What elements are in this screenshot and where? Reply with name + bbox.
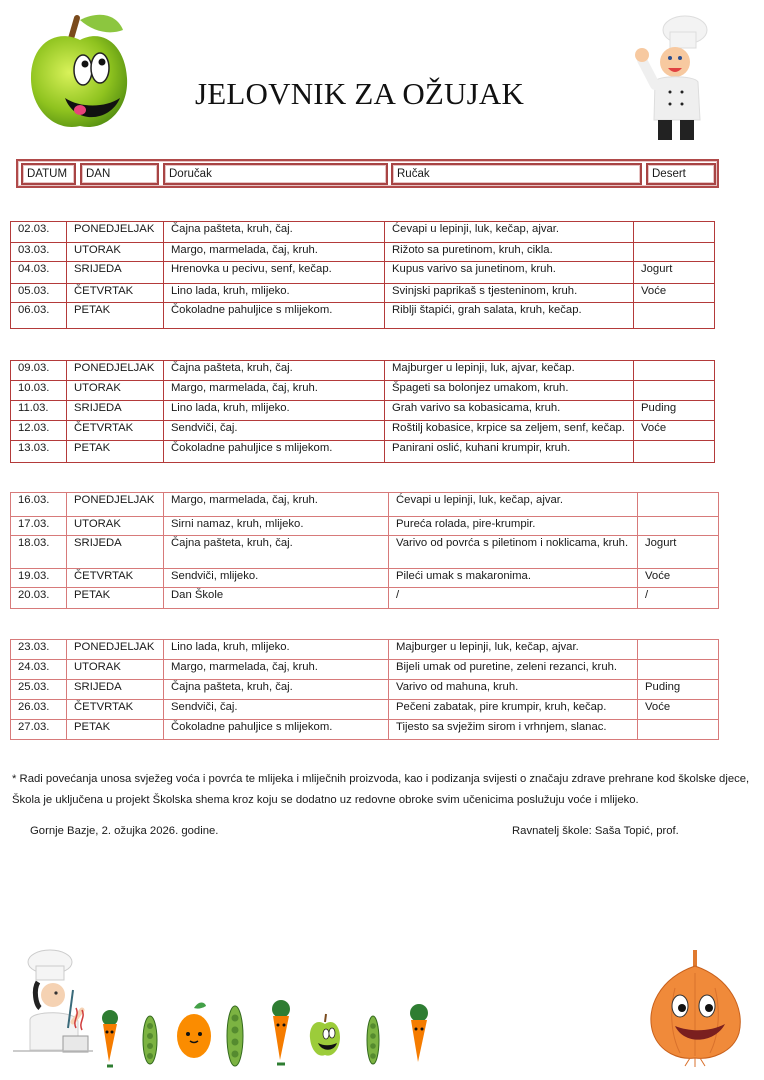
dessert-cell	[634, 243, 715, 262]
date-cell: 09.03.	[11, 361, 67, 381]
day-cell: SRIJEDA	[67, 536, 164, 569]
week-4-table	[10, 639, 719, 740]
date-cell: 12.03.	[11, 421, 67, 441]
header-dessert: Desert	[646, 163, 716, 185]
onion-mascot-icon	[645, 948, 745, 1068]
lunch-cell: Svinjski paprikaš s tjesteninom, kruh.	[385, 284, 634, 303]
table-row	[11, 680, 719, 700]
pea-pod-icon	[138, 1012, 162, 1070]
day-cell: ČETVRTAK	[67, 284, 164, 303]
breakfast-cell: Margo, marmelada, čaj, kruh.	[164, 381, 385, 401]
day-cell: PONEDJELJAK	[67, 361, 164, 381]
day-cell: PONEDJELJAK	[67, 222, 164, 243]
dessert-cell: Puding	[638, 680, 719, 700]
breakfast-cell: Lino lada, kruh, mlijeko.	[164, 640, 389, 660]
table-row	[11, 493, 719, 517]
day-cell: UTORAK	[67, 381, 164, 401]
date-cell: 25.03.	[11, 680, 67, 700]
breakfast-cell: Čokoladne pahuljice s mlijekom.	[164, 720, 389, 740]
dessert-cell: Voće	[634, 421, 715, 441]
day-cell: ČETVRTAK	[67, 700, 164, 720]
breakfast-cell: Sendviči, čaj.	[164, 700, 389, 720]
dessert-cell	[638, 493, 719, 517]
table-row	[11, 700, 719, 720]
dessert-cell: /	[638, 588, 719, 609]
table-row	[11, 441, 715, 463]
table-row	[11, 381, 715, 401]
table-row	[11, 536, 719, 569]
table-row	[11, 569, 719, 588]
breakfast-cell: Lino lada, kruh, mlijeko.	[164, 401, 385, 421]
date-cell: 20.03.	[11, 588, 67, 609]
day-cell: PETAK	[67, 588, 164, 609]
dessert-cell: Jogurt	[634, 262, 715, 284]
day-cell: PETAK	[67, 441, 164, 463]
breakfast-cell: Dan Škole	[164, 588, 389, 609]
principal-signature: Ravnatelj škole: Saša Topić, prof.	[512, 825, 679, 837]
lunch-cell: Špageti sa bolonjez umakom, kruh.	[385, 381, 634, 401]
breakfast-cell: Sendviči, čaj.	[164, 421, 385, 441]
dessert-cell: Voće	[634, 284, 715, 303]
lunch-cell: Bijeli umak od puretine, zeleni rezanci, kruh.	[389, 660, 638, 680]
day-cell: SRIJEDA	[67, 262, 164, 284]
dessert-cell: Jogurt	[638, 536, 719, 569]
lunch-cell: Rižoto sa puretinom, kruh, cikla.	[385, 243, 634, 262]
breakfast-cell: Čokoladne pahuljice s mlijekom.	[164, 441, 385, 463]
breakfast-cell: Hrenovka u pecivu, senf, kečap.	[164, 262, 385, 284]
date-cell: 03.03.	[11, 243, 67, 262]
lunch-cell: Roštilj kobasice, krpice sa zeljem, senf, kečap.	[385, 421, 634, 441]
lunch-cell: Tijesto sa svježim sirom i vrhnjem, slanac.	[389, 720, 638, 740]
date-cell: 06.03.	[11, 303, 67, 329]
day-cell: PONEDJELJAK	[67, 493, 164, 517]
lunch-cell: Pileći umak s makaronima.	[389, 569, 638, 588]
pea-pod-icon	[222, 1002, 248, 1074]
school-scheme-note: * Radi povećanja unosa svježeg voća i povrća te mlijeka i mliječnih proizvoda, kao i podizanja svijesti o značaju zdrave prehrane kod školske djece, Škola je uključena u projekt Školska shema kroz koju se dodatno uz redovne obroke svim učenicima poslužuju voće i mlijeko.	[12, 773, 750, 806]
lunch-cell: Riblji štapići, grah salata, kruh, kečap.	[385, 303, 634, 329]
table-row	[11, 517, 719, 536]
dessert-cell	[634, 303, 715, 329]
day-cell: UTORAK	[67, 243, 164, 262]
carrot-icon	[265, 1000, 297, 1068]
pea-pod-icon	[362, 1012, 384, 1070]
date-cell: 16.03.	[11, 493, 67, 517]
table-row	[11, 361, 715, 381]
table-row	[11, 303, 715, 329]
day-cell: PETAK	[67, 303, 164, 329]
place-and-date: Gornje Bazje, 2. ožujka 2026. godine.	[30, 825, 219, 837]
date-cell: 26.03.	[11, 700, 67, 720]
date-cell: 10.03.	[11, 381, 67, 401]
breakfast-cell: Čajna pašteta, kruh, čaj.	[164, 361, 385, 381]
dessert-cell	[638, 517, 719, 536]
date-cell: 18.03.	[11, 536, 67, 569]
breakfast-cell: Sirni namaz, kruh, mlijeko.	[164, 517, 389, 536]
table-row	[11, 640, 719, 660]
date-cell: 27.03.	[11, 720, 67, 740]
breakfast-cell: Čajna pašteta, kruh, čaj.	[164, 536, 389, 569]
week-1-table	[10, 221, 715, 329]
dessert-cell	[634, 381, 715, 401]
date-cell: 23.03.	[11, 640, 67, 660]
breakfast-cell: Čajna pašteta, kruh, čaj.	[164, 680, 389, 700]
lunch-cell: Majburger u lepinji, luk, ajvar, kečap.	[385, 361, 634, 381]
table-row	[11, 243, 715, 262]
dessert-cell	[638, 640, 719, 660]
breakfast-cell: Čajna pašteta, kruh, čaj.	[164, 222, 385, 243]
header-breakfast: Doručak	[163, 163, 388, 185]
lunch-cell: Pureća rolada, pire-krumpir.	[389, 517, 638, 536]
breakfast-cell: Lino lada, kruh, mlijeko.	[164, 284, 385, 303]
date-cell: 17.03.	[11, 517, 67, 536]
date-cell: 11.03.	[11, 401, 67, 421]
chef-thumbs-up-icon	[630, 10, 725, 145]
lunch-cell: Majburger u lepinji, luk, kečap, ajvar.	[389, 640, 638, 660]
carrot-icon	[403, 1004, 435, 1068]
breakfast-cell: Margo, marmelada, čaj, kruh.	[164, 493, 389, 517]
table-row	[11, 421, 715, 441]
breakfast-cell: Čokoladne pahuljice s mlijekom.	[164, 303, 385, 329]
orange-icon	[175, 1000, 213, 1060]
table-row	[11, 284, 715, 303]
date-cell: 04.03.	[11, 262, 67, 284]
date-cell: 19.03.	[11, 569, 67, 588]
date-cell: 24.03.	[11, 660, 67, 680]
lunch-cell: Varivo od mahuna, kruh.	[389, 680, 638, 700]
carrot-icon	[95, 1010, 125, 1070]
table-row	[11, 720, 719, 740]
dessert-cell: Voće	[638, 569, 719, 588]
breakfast-cell: Margo, marmelada, čaj, kruh.	[164, 660, 389, 680]
table-row	[11, 588, 719, 609]
day-cell: UTORAK	[67, 517, 164, 536]
day-cell: PONEDJELJAK	[67, 640, 164, 660]
lunch-cell: Ćevapi u lepinji, luk, kečap, ajvar.	[389, 493, 638, 517]
dessert-cell	[634, 441, 715, 463]
header-lunch: Ručak	[391, 163, 642, 185]
table-row	[11, 222, 715, 243]
lunch-cell: Kupus varivo sa junetinom, kruh.	[385, 262, 634, 284]
breakfast-cell: Margo, marmelada, čaj, kruh.	[164, 243, 385, 262]
lunch-cell: Grah varivo sa kobasicama, kruh.	[385, 401, 634, 421]
table-row	[11, 262, 715, 284]
dessert-cell: Puding	[634, 401, 715, 421]
day-cell: SRIJEDA	[67, 680, 164, 700]
header-date: DATUM	[21, 163, 76, 185]
table-row	[11, 401, 715, 421]
dessert-cell	[638, 720, 719, 740]
day-cell: ČETVRTAK	[67, 569, 164, 588]
header-day: DAN	[80, 163, 159, 185]
dessert-cell	[634, 361, 715, 381]
page-title: JELOVNIK ZA OŽUJAK	[195, 76, 525, 111]
lunch-cell: /	[389, 588, 638, 609]
day-cell: UTORAK	[67, 660, 164, 680]
date-cell: 13.03.	[11, 441, 67, 463]
apple-mascot-icon	[25, 10, 135, 135]
dessert-cell	[638, 660, 719, 680]
table-row	[11, 660, 719, 680]
lunch-cell: Ćevapi u lepinji, luk, kečap, ajvar.	[385, 222, 634, 243]
dessert-cell: Voće	[638, 700, 719, 720]
date-cell: 02.03.	[11, 222, 67, 243]
day-cell: SRIJEDA	[67, 401, 164, 421]
lunch-cell: Panirani oslić, kuhani krumpir, kruh.	[385, 441, 634, 463]
lunch-cell: Varivo od povrća s piletinom i noklicama, kruh.	[389, 536, 638, 569]
breakfast-cell: Sendviči, mlijeko.	[164, 569, 389, 588]
day-cell: PETAK	[67, 720, 164, 740]
week-3-table	[10, 492, 719, 609]
apple-mascot-icon	[308, 1012, 342, 1058]
dessert-cell	[634, 222, 715, 243]
lunch-cell: Pečeni zabatak, pire krumpir, kruh, kečap.	[389, 700, 638, 720]
day-cell: ČETVRTAK	[67, 421, 164, 441]
date-cell: 05.03.	[11, 284, 67, 303]
week-2-table	[10, 360, 715, 463]
